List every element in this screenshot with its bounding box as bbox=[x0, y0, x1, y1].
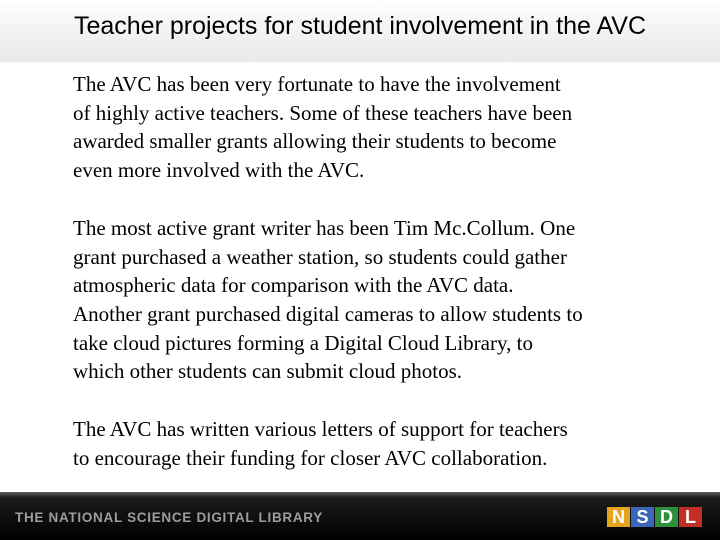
paragraph-grant-writer: The most active grant writer has been Tim Mc.Collum. One grant purchased a weather station, so students could gather atmospheric data for comparison with the AVC data. Another grant purchased digital cameras to allow students to take cloud pictures forming a Digital Cloud Library, to which other students can submit cloud photos. bbox=[73, 215, 583, 384]
paragraph-teacher-involvement: The AVC has been very fortunate to have the involvement of highly active teachers. Some of these teachers have been awarded smaller grants allowing their students to become even more involved with the AVC. bbox=[73, 72, 573, 183]
logo-letter-l: L bbox=[679, 507, 702, 527]
slide-title: Teacher projects for student involvement in the AVC bbox=[73, 12, 647, 40]
slide-body bbox=[73, 70, 673, 501]
paragraph-letters-of-support: The AVC has written various letters of support for teachers to encourage their funding for closer AVC collaboration. bbox=[73, 417, 568, 470]
footer-text: THE NATIONAL SCIENCE DIGITAL LIBRARY bbox=[15, 510, 323, 525]
logo-letter-d: D bbox=[655, 507, 678, 527]
title-bar bbox=[0, 0, 720, 62]
logo-letter-s: S bbox=[631, 507, 654, 527]
footer-bar bbox=[0, 492, 720, 540]
logo-letter-n: N bbox=[607, 507, 630, 527]
nsdl-logo bbox=[607, 507, 702, 527]
